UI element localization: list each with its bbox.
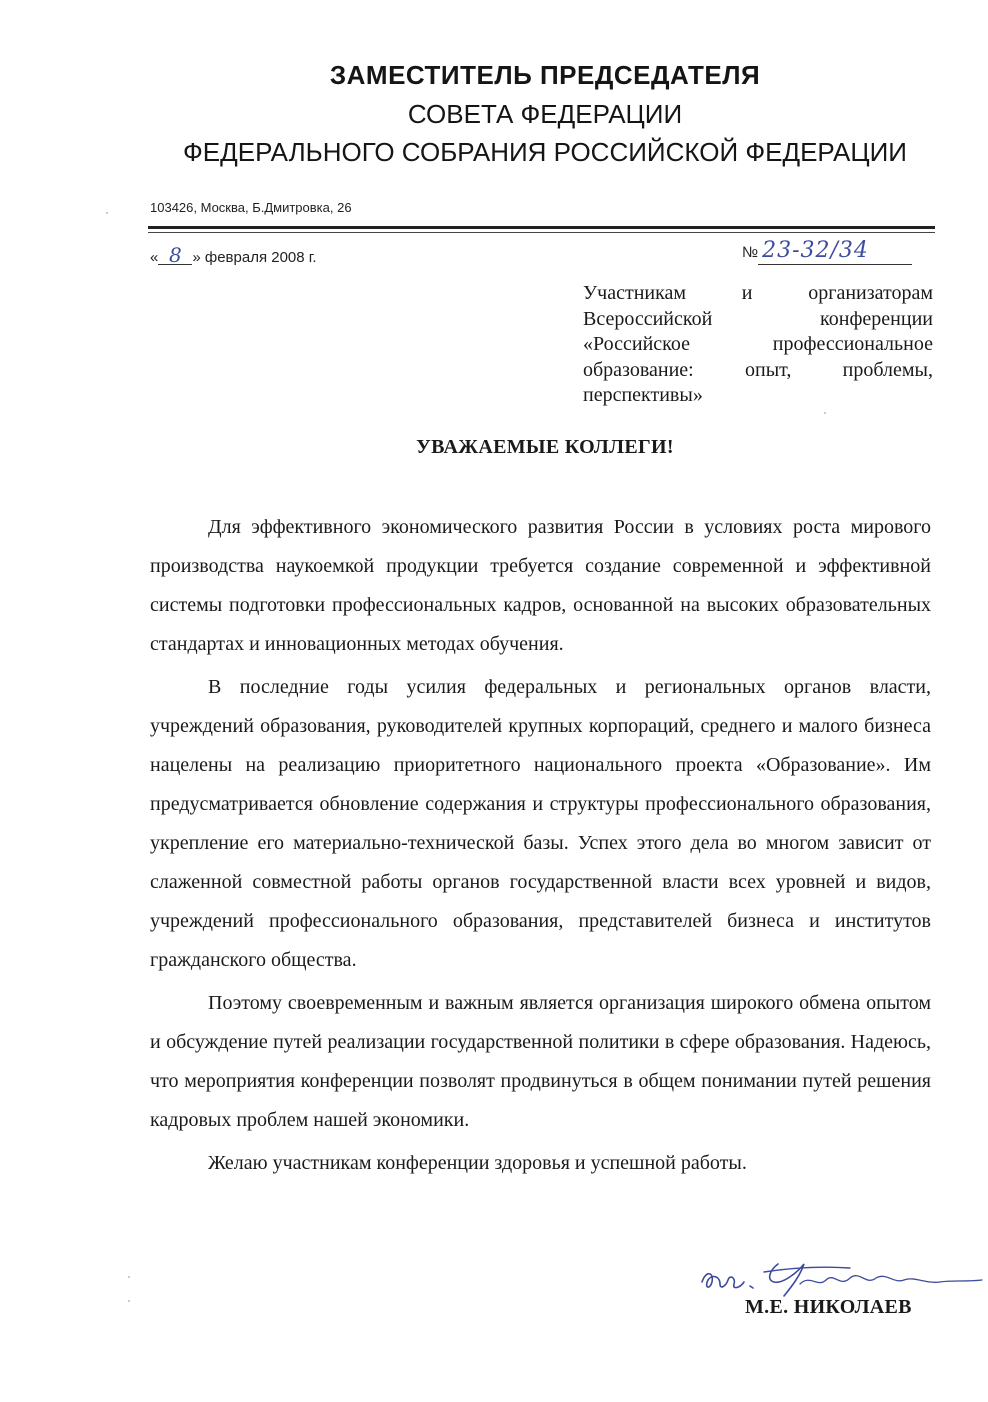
scan-speck: [824, 412, 826, 414]
letterhead-address: 103426, Москва, Б.Дмитровка, 26: [150, 200, 352, 215]
body-paragraph: Поэтому своевременным и важным является организация широкого обмена опытом и обсуждение путей реализации государственной политики в сфере образования. Надеюсь, что мероприятия конференции позволят продвинуться в общем понимании путей решения кадровых проблем нашей экономики.: [150, 992, 931, 1131]
signer-name: М.Е. НИКОЛАЕВ: [745, 1296, 912, 1318]
letter-body: [150, 508, 931, 1187]
recipient-line: перспективы»: [583, 384, 703, 406]
reference-prefix: №: [742, 244, 759, 261]
letterhead-title: ЗАМЕСТИТЕЛЬ ПРЕДСЕДАТЕЛЯ: [329, 60, 761, 90]
reference-number: [742, 238, 912, 265]
letter-date: [150, 243, 317, 267]
date-close-quote: »: [192, 249, 201, 266]
date-month-year: февраля 2008 г.: [204, 249, 317, 266]
salutation: УВАЖАЕМЫЕ КОЛЛЕГИ!: [416, 436, 674, 458]
body-paragraph: В последние годы усилия федеральных и региональных органов власти, учреждений образования, руководителей крупных корпораций, среднего и малого бизнеса нацелены на реализацию приоритетного национального проекта «Образование». Им предусматривается обновление содержания и структуры профессионального образования, укрепление его материально-технической базы. Успех этого дела во многом зависит от слаженной совместной работы органов государственной власти всех уровней и видов, учреждений профессионального образования, представителей бизнеса и институтов гражданского общества.: [150, 676, 931, 971]
recipient-line: Участникам и организаторам Всероссийской конференции «Российское профессиональное образование: опыт, проблемы,: [583, 282, 933, 381]
recipient-block: [583, 281, 933, 409]
scan-speck: [128, 1276, 130, 1278]
letterhead-subtitle: СОВЕТА ФЕДЕРАЦИИ: [407, 99, 683, 129]
body-paragraph: Желаю участникам конференции здоровья и успешной работы.: [208, 1152, 747, 1174]
scan-speck: [106, 212, 108, 214]
scan-speck: [128, 1300, 130, 1302]
reference-number-handwritten: 23-32/34: [758, 238, 912, 265]
body-paragraph: Для эффективного экономического развития России в условиях роста мирового производства наукоемкой продукции требуется создание современной и эффективной системы подготовки профессиональных кадров, основанной на высоких образовательных стандартах и инновационных методах обучения.: [150, 516, 931, 655]
date-day-handwritten: 8: [158, 246, 192, 265]
handwritten-signature: [700, 1252, 985, 1302]
header-divider-thin: [148, 232, 935, 233]
header-divider: [148, 226, 935, 229]
letterhead-organization: ФЕДЕРАЛЬНОГО СОБРАНИЯ РОССИЙСКОЙ ФЕДЕРАЦИИ: [183, 137, 907, 167]
date-open-quote: «: [150, 249, 159, 266]
